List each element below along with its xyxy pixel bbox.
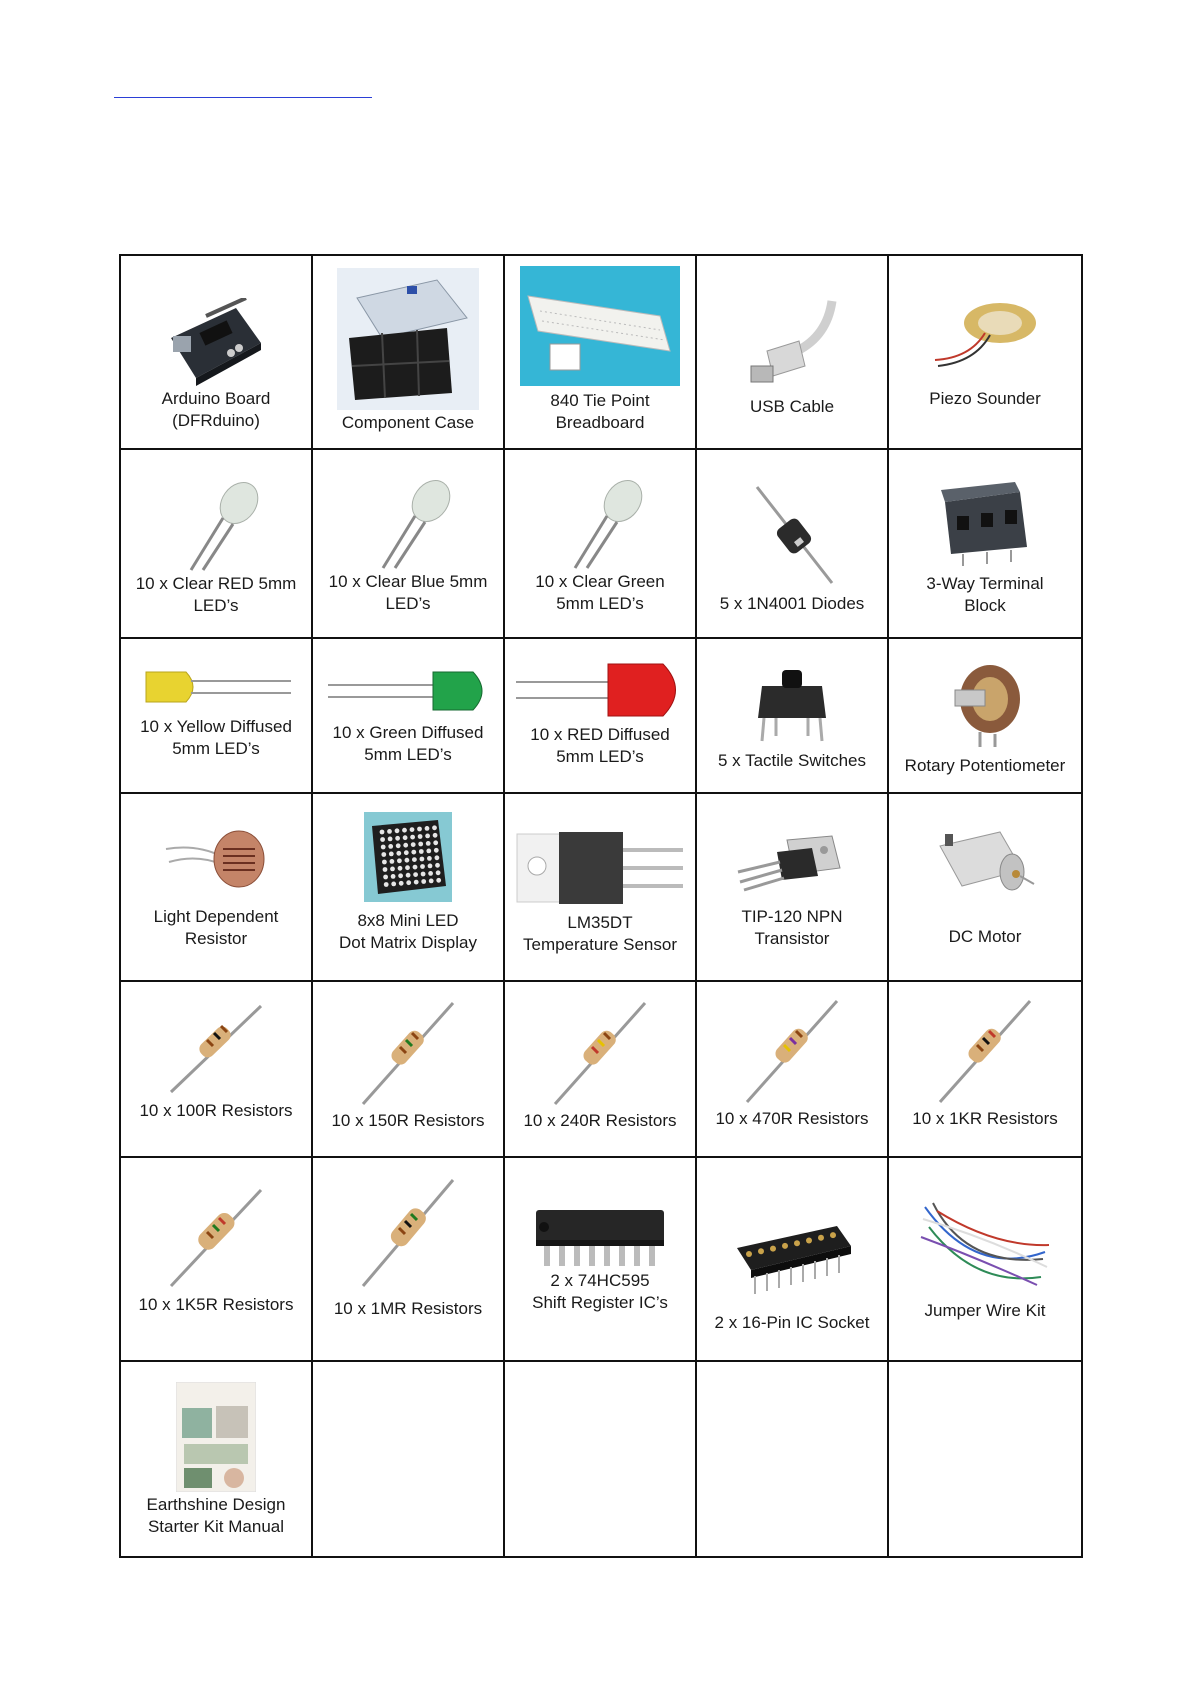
item-cell-resistor-1mr <box>312 1157 504 1361</box>
clear-led-image <box>545 476 655 571</box>
item-label: 10 x 100R Resistors <box>139 1101 293 1120</box>
item-label: Rotary Potentiometer <box>904 756 1066 775</box>
item-label: DC Motor <box>948 927 1022 946</box>
dc-motor-image <box>930 826 1040 906</box>
item-label: 10 x Yellow Diffused 5mm LED’s <box>140 717 292 758</box>
header-link-underline[interactable] <box>114 97 372 98</box>
table-row <box>120 793 1082 981</box>
potentiometer-image <box>935 654 1035 749</box>
item-label: 8x8 Mini LED Dot Matrix Display <box>339 911 477 952</box>
usb-cable-image <box>737 296 847 386</box>
ic-chip-image <box>530 1204 670 1270</box>
resistor-image <box>353 1001 463 1106</box>
item-cell-green-led <box>312 638 504 793</box>
table-row <box>120 638 1082 793</box>
item-label: 10 x Clear RED 5mm LED’s <box>135 574 297 615</box>
resistor-image <box>353 1178 463 1288</box>
item-cell-resistor-1k5r <box>120 1157 312 1361</box>
item-cell-transistor <box>696 793 888 981</box>
empty-cell <box>504 1361 696 1557</box>
item-cell-potentiometer <box>888 638 1082 793</box>
item-cell-terminal-block <box>888 449 1082 638</box>
item-cell-arduino-board <box>120 255 312 449</box>
item-cell-resistor-240r <box>504 981 696 1157</box>
item-label: LM35DT Temperature Sensor <box>522 913 678 954</box>
item-cell-component-case <box>312 255 504 449</box>
item-label: 5 x Tactile Switches <box>717 751 867 770</box>
clear-led-image <box>353 476 463 571</box>
item-cell-temperature-sensor <box>504 793 696 981</box>
resistor-image <box>161 1188 271 1288</box>
temperature-sensor-image <box>515 830 685 906</box>
item-label: 10 x Clear Blue 5mm LED’s <box>328 572 488 613</box>
item-cell-ldr <box>120 793 312 981</box>
item-cell-resistor-150r <box>312 981 504 1157</box>
item-label: Component Case <box>341 413 475 432</box>
item-label: 10 x 150R Resistors <box>331 1111 485 1130</box>
tactile-switch-image <box>752 656 832 746</box>
manual-cover-image <box>176 1382 256 1492</box>
table-row <box>120 981 1082 1157</box>
empty-cell <box>696 1361 888 1557</box>
item-cell-dc-motor <box>888 793 1082 981</box>
item-label: 2 x 16-Pin IC Socket <box>714 1313 870 1332</box>
empty-cell <box>888 1361 1082 1557</box>
item-label: 10 x 470R Resistors <box>715 1109 869 1128</box>
table-row <box>120 1361 1082 1557</box>
empty-cell <box>312 1361 504 1557</box>
item-cell-resistor-100r <box>120 981 312 1157</box>
item-cell-tactile-switches <box>696 638 888 793</box>
resistor-image <box>737 999 847 1104</box>
item-cell-manual <box>120 1361 312 1557</box>
component-case-image <box>337 268 479 410</box>
red-led-image <box>513 660 688 720</box>
diode-image <box>737 485 847 585</box>
item-cell-yellow-led <box>120 638 312 793</box>
table-row <box>120 1157 1082 1361</box>
item-label: 10 x 1MR Resistors <box>333 1299 483 1318</box>
item-label: Light Dependent Resistor <box>153 907 279 948</box>
item-cell-dot-matrix <box>312 793 504 981</box>
item-label: 10 x 1K5R Resistors <box>138 1295 294 1314</box>
transistor-image <box>732 832 852 892</box>
jumper-wires-image <box>915 1197 1055 1292</box>
yellow-led-image <box>136 666 296 708</box>
terminal-block-image <box>935 482 1035 567</box>
resistor-image <box>545 1001 655 1106</box>
item-label: Earthshine Design Starter Kit Manual <box>146 1495 286 1536</box>
item-cell-resistor-470r <box>696 981 888 1157</box>
item-cell-usb-cable <box>696 255 888 449</box>
item-label: 10 x Clear Green 5mm LED’s <box>535 572 665 613</box>
green-led-image <box>323 668 493 714</box>
table-row <box>120 255 1082 449</box>
item-label: Jumper Wire Kit <box>924 1301 1046 1320</box>
resistor-image <box>930 999 1040 1104</box>
item-label: 10 x Green Diffused 5mm LED’s <box>332 723 484 764</box>
item-cell-ic-socket <box>696 1157 888 1361</box>
item-cell-diodes <box>696 449 888 638</box>
item-label: TIP-120 NPN Transistor <box>741 907 843 948</box>
piezo-sounder-image <box>930 298 1040 378</box>
item-cell-clear-green-led <box>504 449 696 638</box>
item-cell-piezo-sounder <box>888 255 1082 449</box>
clear-led-image <box>161 478 271 573</box>
item-label: Piezo Sounder <box>929 389 1041 408</box>
item-label: Arduino Board (DFRduino) <box>161 389 271 430</box>
item-cell-shift-register <box>504 1157 696 1361</box>
table-row <box>120 449 1082 638</box>
item-label: 10 x RED Diffused 5mm LED’s <box>530 725 670 766</box>
item-cell-clear-red-led <box>120 449 312 638</box>
item-label: USB Cable <box>749 397 835 416</box>
kit-contents-table <box>119 254 1083 1558</box>
item-cell-red-led <box>504 638 696 793</box>
item-cell-resistor-1kr <box>888 981 1082 1157</box>
item-label: 840 Tie Point Breadboard <box>550 391 650 432</box>
item-label: 5 x 1N4001 Diodes <box>719 594 865 613</box>
item-cell-breadboard <box>504 255 696 449</box>
resistor-image <box>161 1004 271 1094</box>
item-label: 2 x 74HC595 Shift Register IC’s <box>532 1271 668 1312</box>
arduino-board-image <box>161 298 271 388</box>
item-label: 3-Way Terminal Block <box>926 574 1044 615</box>
ic-socket-image <box>727 1218 857 1298</box>
item-label: 10 x 1KR Resistors <box>912 1109 1058 1128</box>
item-cell-clear-blue-led <box>312 449 504 638</box>
item-label: 10 x 240R Resistors <box>523 1111 677 1130</box>
dot-matrix-image <box>364 812 452 902</box>
ldr-image <box>161 824 271 894</box>
breadboard-image <box>520 266 680 386</box>
item-cell-jumper-wires <box>888 1157 1082 1361</box>
